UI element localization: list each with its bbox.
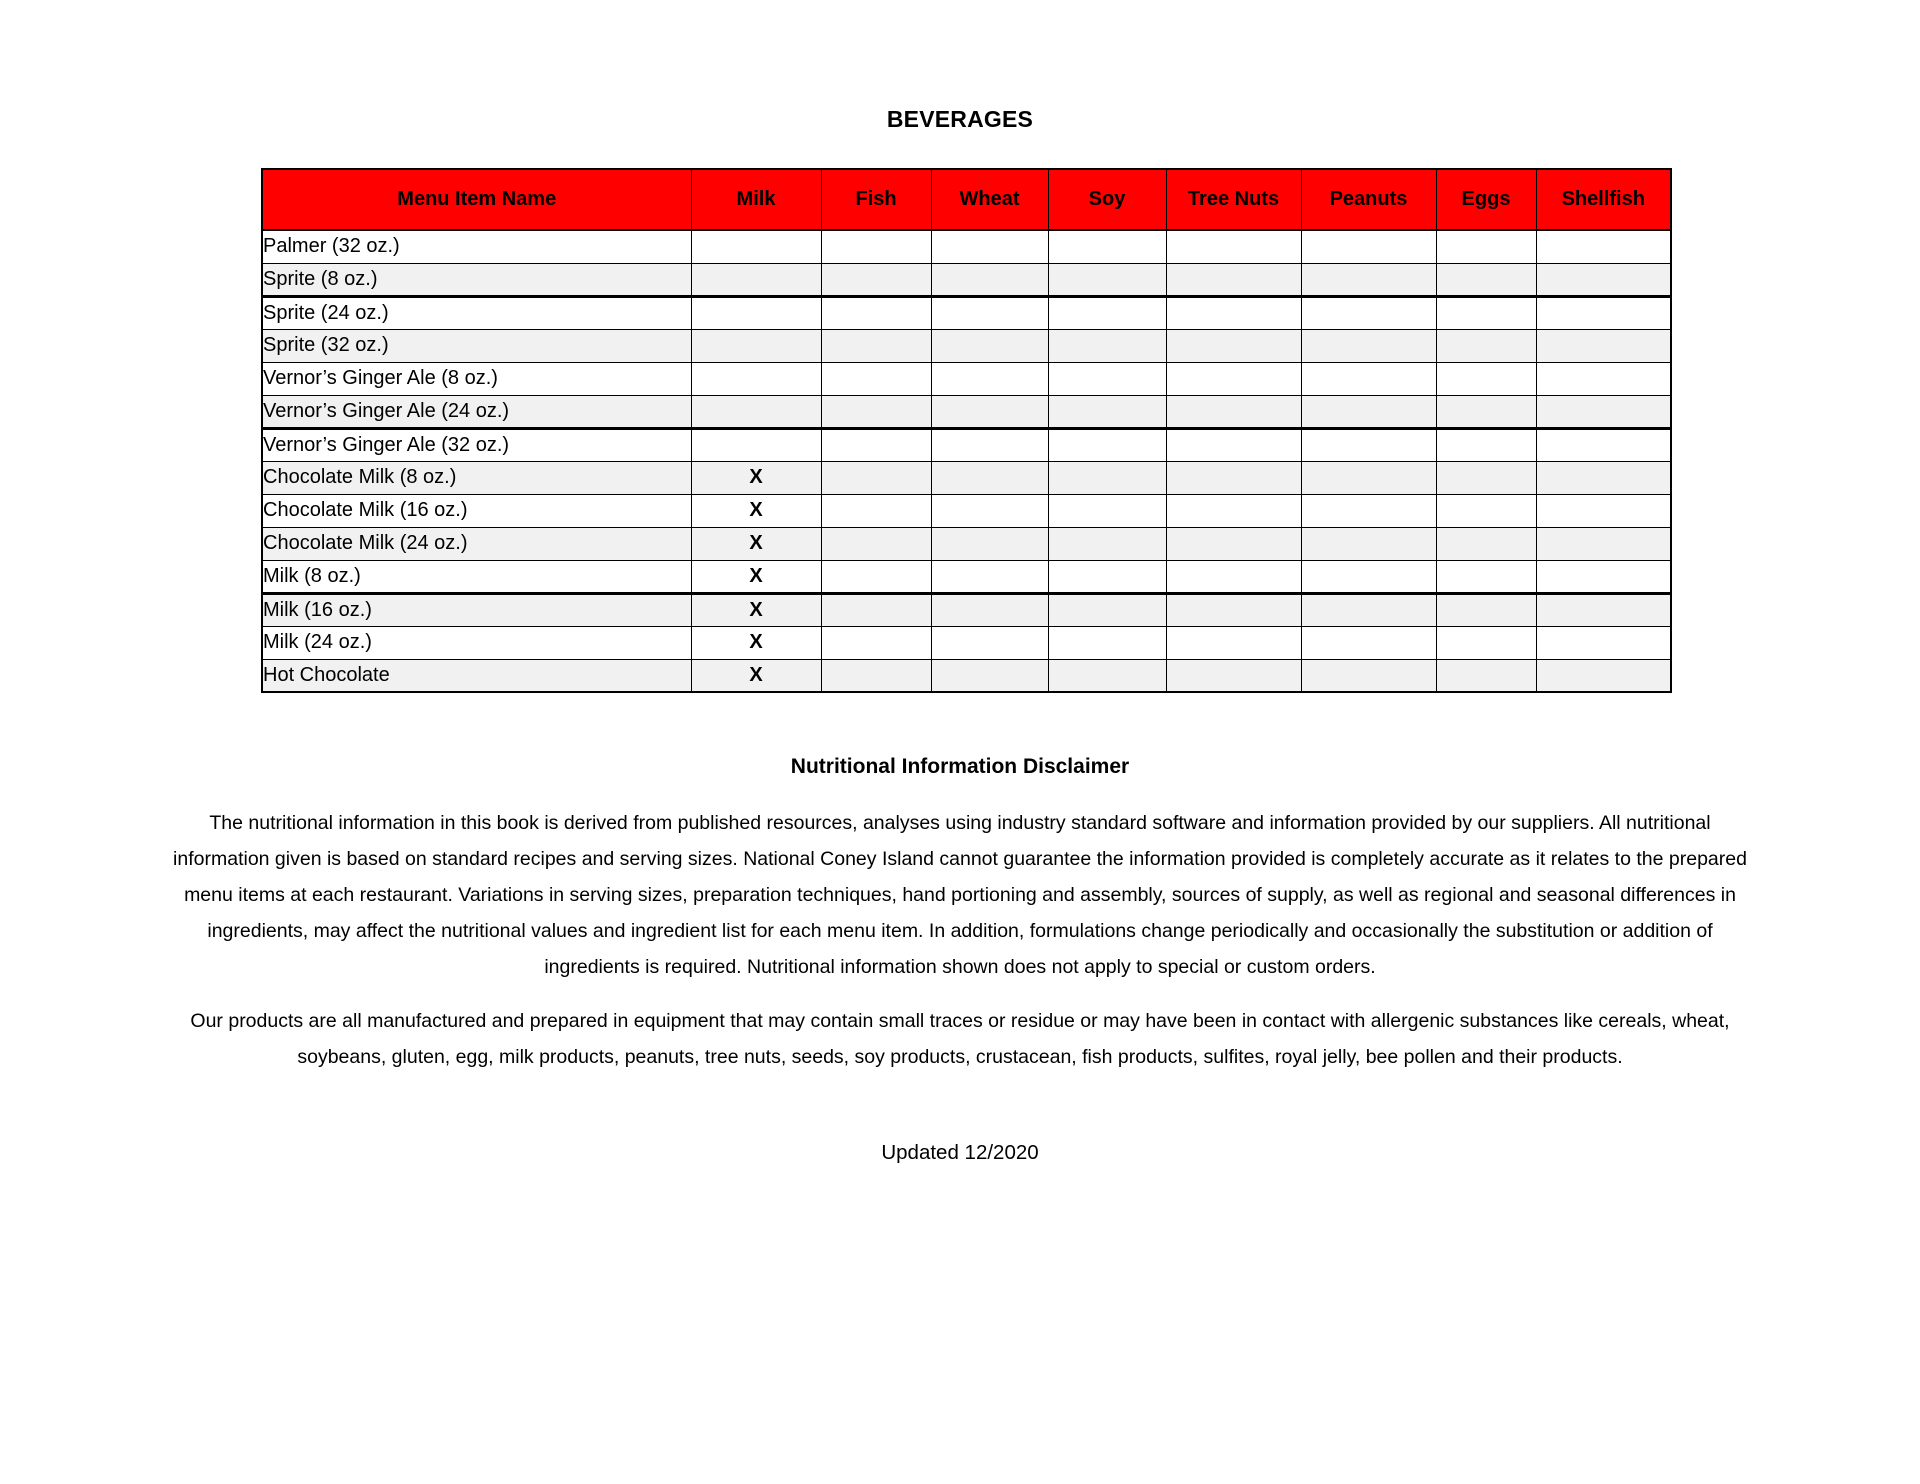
- column-header-milk: Milk: [691, 169, 821, 230]
- allergen-mark-cell-tree-nuts: [1166, 362, 1301, 395]
- allergen-mark-cell-peanuts: [1301, 593, 1436, 626]
- allergen-table-header-row: [262, 169, 1671, 230]
- allergen-mark-cell-peanuts: [1301, 560, 1436, 593]
- allergen-mark-cell-tree-nuts: [1166, 593, 1301, 626]
- allergen-mark-cell-eggs: [1436, 626, 1536, 659]
- table-row: [262, 362, 1671, 395]
- allergen-mark-cell-soy: [1048, 494, 1166, 527]
- allergen-mark-cell-fish: [821, 296, 931, 329]
- allergen-mark-cell-peanuts: [1301, 362, 1436, 395]
- menu-item-name-cell: Milk (8 oz.): [262, 560, 691, 593]
- menu-item-name-cell: Palmer (32 oz.): [262, 230, 691, 263]
- allergen-mark-cell-peanuts: [1301, 626, 1436, 659]
- allergen-mark-cell-wheat: [931, 329, 1048, 362]
- menu-item-name-cell: Hot Chocolate: [262, 659, 691, 692]
- table-row: [262, 560, 1671, 593]
- column-header-peanuts: Peanuts: [1301, 169, 1436, 230]
- allergen-mark-cell-shellfish: [1536, 494, 1671, 527]
- allergen-mark-cell-peanuts: [1301, 230, 1436, 263]
- allergen-mark-cell-wheat: [931, 659, 1048, 692]
- allergen-table-body: [262, 230, 1671, 692]
- allergen-mark-cell-peanuts: [1301, 461, 1436, 494]
- allergen-mark-cell-wheat: [931, 263, 1048, 296]
- allergen-mark-cell-tree-nuts: [1166, 494, 1301, 527]
- menu-item-name-cell: Sprite (32 oz.): [262, 329, 691, 362]
- allergen-mark-cell-eggs: [1436, 329, 1536, 362]
- table-row: [262, 461, 1671, 494]
- column-header-tree-nuts: Tree Nuts: [1166, 169, 1301, 230]
- allergen-mark-cell-milk: [691, 428, 821, 461]
- allergen-mark-cell-fish: [821, 395, 931, 428]
- allergen-mark-cell-shellfish: [1536, 428, 1671, 461]
- allergen-mark-cell-wheat: [931, 296, 1048, 329]
- allergen-mark-cell-fish: [821, 329, 931, 362]
- allergen-mark-cell-soy: [1048, 626, 1166, 659]
- allergen-table: [261, 168, 1672, 693]
- allergen-mark-cell-milk: [691, 263, 821, 296]
- table-row: [262, 626, 1671, 659]
- updated-date: Updated 12/2020: [881, 1141, 1039, 1164]
- column-header-menu-item-name: Menu Item Name: [262, 169, 691, 230]
- allergen-mark-cell-eggs: [1436, 362, 1536, 395]
- allergen-mark-cell-wheat: [931, 428, 1048, 461]
- table-row: [262, 263, 1671, 296]
- menu-item-name-cell: Chocolate Milk (8 oz.): [262, 461, 691, 494]
- allergen-mark-cell-eggs: [1436, 527, 1536, 560]
- allergen-mark-cell-shellfish: [1536, 329, 1671, 362]
- table-row: [262, 395, 1671, 428]
- allergen-mark-cell-fish: [821, 593, 931, 626]
- allergen-mark-cell-fish: [821, 362, 931, 395]
- allergen-mark-cell-eggs: [1436, 461, 1536, 494]
- allergen-mark-cell-shellfish: [1536, 461, 1671, 494]
- allergen-mark-cell-peanuts: [1301, 395, 1436, 428]
- allergen-mark-cell-eggs: [1436, 560, 1536, 593]
- allergen-mark-cell-eggs: [1436, 263, 1536, 296]
- allergen-mark-cell-tree-nuts: [1166, 626, 1301, 659]
- allergen-mark-cell-shellfish: [1536, 527, 1671, 560]
- column-header-shellfish: Shellfish: [1536, 169, 1671, 230]
- allergen-mark-cell-soy: [1048, 461, 1166, 494]
- allergen-mark-cell-eggs: [1436, 659, 1536, 692]
- allergen-mark-cell-eggs: [1436, 230, 1536, 263]
- allergen-mark-cell-wheat: [931, 494, 1048, 527]
- column-header-soy: Soy: [1048, 169, 1166, 230]
- table-row: [262, 230, 1671, 263]
- table-row: [262, 494, 1671, 527]
- menu-item-name-cell: Sprite (8 oz.): [262, 263, 691, 296]
- allergen-mark-cell-wheat: [931, 362, 1048, 395]
- allergen-mark-cell-peanuts: [1301, 659, 1436, 692]
- allergen-mark-cell-wheat: [931, 527, 1048, 560]
- allergen-mark-cell-tree-nuts: [1166, 263, 1301, 296]
- disclaimer-paragraph-2: Our products are all manufactured and prepared in equipment that may contain small traces or residue or may have been in contact with allergenic substances like cereals, wheat, soybeans, gluten, egg, milk products, peanuts, tree nuts, seeds, soy products, crustacean, fish products, sulfites, royal jelly, bee pollen and their products.: [190, 1010, 1730, 1068]
- allergen-mark-cell-soy: [1048, 395, 1166, 428]
- table-row: [262, 428, 1671, 461]
- menu-item-name-cell: Milk (16 oz.): [262, 593, 691, 626]
- allergen-mark-cell-soy: [1048, 329, 1166, 362]
- allergen-mark-cell-wheat: [931, 593, 1048, 626]
- allergen-mark-cell-tree-nuts: [1166, 428, 1301, 461]
- allergen-mark-cell-fish: [821, 428, 931, 461]
- allergen-mark-cell-milk: X: [691, 659, 821, 692]
- allergen-mark-cell-eggs: [1436, 395, 1536, 428]
- allergen-mark-cell-tree-nuts: [1166, 296, 1301, 329]
- table-row: [262, 296, 1671, 329]
- allergen-mark-cell-soy: [1048, 593, 1166, 626]
- allergen-mark-cell-tree-nuts: [1166, 659, 1301, 692]
- table-row: [262, 659, 1671, 692]
- allergen-mark-cell-soy: [1048, 263, 1166, 296]
- allergen-mark-cell-tree-nuts: [1166, 395, 1301, 428]
- menu-item-name-cell: Chocolate Milk (24 oz.): [262, 527, 691, 560]
- allergen-mark-cell-wheat: [931, 560, 1048, 593]
- allergen-mark-cell-milk: X: [691, 626, 821, 659]
- allergen-mark-cell-fish: [821, 626, 931, 659]
- allergen-mark-cell-milk: X: [691, 527, 821, 560]
- allergen-mark-cell-shellfish: [1536, 395, 1671, 428]
- allergen-mark-cell-shellfish: [1536, 263, 1671, 296]
- allergen-mark-cell-shellfish: [1536, 560, 1671, 593]
- allergen-mark-cell-fish: [821, 527, 931, 560]
- allergen-mark-cell-shellfish: [1536, 593, 1671, 626]
- allergen-mark-cell-fish: [821, 461, 931, 494]
- disclaimer-heading: Nutritional Information Disclaimer: [790, 755, 1130, 778]
- menu-item-name-cell: Milk (24 oz.): [262, 626, 691, 659]
- allergen-mark-cell-milk: X: [691, 593, 821, 626]
- allergen-mark-cell-wheat: [931, 626, 1048, 659]
- allergen-mark-cell-peanuts: [1301, 263, 1436, 296]
- allergen-mark-cell-wheat: [931, 230, 1048, 263]
- allergen-table-header: [262, 169, 1671, 230]
- allergen-mark-cell-tree-nuts: [1166, 230, 1301, 263]
- allergen-mark-cell-soy: [1048, 362, 1166, 395]
- menu-item-name-cell: Vernor’s Ginger Ale (24 oz.): [262, 395, 691, 428]
- allergen-mark-cell-tree-nuts: [1166, 527, 1301, 560]
- allergen-mark-cell-fish: [821, 494, 931, 527]
- allergen-mark-cell-milk: [691, 329, 821, 362]
- table-row: [262, 593, 1671, 626]
- table-row: [262, 329, 1671, 362]
- page-title: BEVERAGES: [886, 106, 1034, 132]
- allergen-mark-cell-soy: [1048, 527, 1166, 560]
- menu-item-name-cell: Vernor’s Ginger Ale (8 oz.): [262, 362, 691, 395]
- allergen-mark-cell-milk: [691, 296, 821, 329]
- allergen-mark-cell-fish: [821, 263, 931, 296]
- allergen-mark-cell-eggs: [1436, 494, 1536, 527]
- allergen-mark-cell-shellfish: [1536, 230, 1671, 263]
- allergen-mark-cell-shellfish: [1536, 626, 1671, 659]
- column-header-wheat: Wheat: [931, 169, 1048, 230]
- disclaimer-paragraph-1: The nutritional information in this book is derived from published resources, analyses using industry standard software and information provided by our suppliers. All nutritional information given is based on standard recipes and serving sizes. National Coney Island cannot guarantee the information provided is completely accurate as it relates to the prepared menu items at each restaurant. Variations in serving sizes, preparation techniques, hand portioning and assembly, sources of supply, as well as regional and seasonal differences in ingredients, may affect the nutritional values and ingredient list for each menu item. In addition, formulations change periodically and occasionally the substitution or addition of ingredients is required. Nutritional information shown does not apply to special or custom orders.: [173, 812, 1747, 978]
- allergen-mark-cell-tree-nuts: [1166, 560, 1301, 593]
- menu-item-name-cell: Vernor’s Ginger Ale (32 oz.): [262, 428, 691, 461]
- allergen-mark-cell-milk: X: [691, 461, 821, 494]
- allergen-mark-cell-milk: [691, 362, 821, 395]
- allergen-mark-cell-shellfish: [1536, 362, 1671, 395]
- allergen-mark-cell-soy: [1048, 560, 1166, 593]
- allergen-mark-cell-shellfish: [1536, 296, 1671, 329]
- allergen-mark-cell-milk: [691, 395, 821, 428]
- allergen-mark-cell-fish: [821, 560, 931, 593]
- allergen-mark-cell-peanuts: [1301, 527, 1436, 560]
- allergen-mark-cell-fish: [821, 230, 931, 263]
- allergen-mark-cell-shellfish: [1536, 659, 1671, 692]
- menu-item-name-cell: Chocolate Milk (16 oz.): [262, 494, 691, 527]
- allergen-mark-cell-milk: [691, 230, 821, 263]
- allergen-mark-cell-tree-nuts: [1166, 461, 1301, 494]
- column-header-eggs: Eggs: [1436, 169, 1536, 230]
- allergen-mark-cell-eggs: [1436, 296, 1536, 329]
- allergen-mark-cell-peanuts: [1301, 428, 1436, 461]
- allergen-mark-cell-milk: X: [691, 494, 821, 527]
- allergen-mark-cell-soy: [1048, 428, 1166, 461]
- table-row: [262, 527, 1671, 560]
- allergen-mark-cell-peanuts: [1301, 494, 1436, 527]
- allergen-mark-cell-peanuts: [1301, 329, 1436, 362]
- allergen-mark-cell-wheat: [931, 461, 1048, 494]
- menu-item-name-cell: Sprite (24 oz.): [262, 296, 691, 329]
- allergen-mark-cell-fish: [821, 659, 931, 692]
- allergen-mark-cell-soy: [1048, 659, 1166, 692]
- allergen-mark-cell-tree-nuts: [1166, 329, 1301, 362]
- column-header-fish: Fish: [821, 169, 931, 230]
- allergen-mark-cell-peanuts: [1301, 296, 1436, 329]
- allergen-mark-cell-eggs: [1436, 428, 1536, 461]
- allergen-mark-cell-wheat: [931, 395, 1048, 428]
- allergen-mark-cell-soy: [1048, 230, 1166, 263]
- allergen-mark-cell-soy: [1048, 296, 1166, 329]
- allergen-mark-cell-milk: X: [691, 560, 821, 593]
- allergen-mark-cell-eggs: [1436, 593, 1536, 626]
